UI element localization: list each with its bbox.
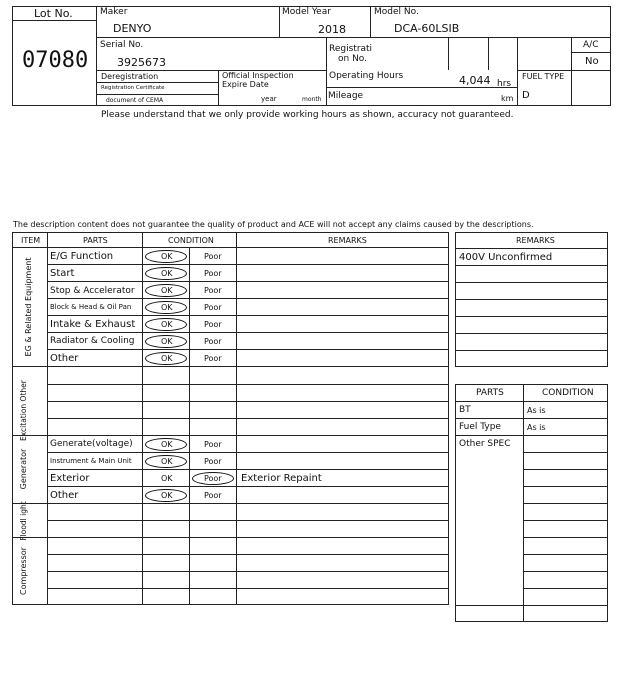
right-part-bt: BT (459, 405, 471, 415)
right-part-fuel-type: Fuel Type (459, 422, 501, 432)
right-remarks-header: REMARKS (516, 236, 555, 245)
registration-certificate-label: Registration Certificate (101, 85, 165, 91)
registration-label-2: on No. (338, 54, 368, 64)
model-year-label: Model Year (282, 7, 331, 17)
model-no-label: Model No. (374, 7, 419, 17)
right-parts-header: PARTS (476, 388, 504, 398)
condition-ok: OK (161, 303, 173, 312)
maker-label: Maker (100, 7, 128, 17)
condition-ok: OK (161, 354, 173, 363)
col-remarks-header: REMARKS (328, 236, 367, 245)
operating-hours-value: 4,044 (459, 74, 491, 87)
group-eg-label: EG & Related Equipment (24, 257, 33, 357)
km-label: km (501, 94, 514, 103)
condition-poor: Poor (204, 320, 222, 329)
ac-label: A/C (583, 40, 599, 50)
group-excitation-label: Excitation Other (19, 380, 28, 441)
model-year-value: 2018 (318, 23, 346, 36)
remark-exterior-repaint: Exterior Repaint (241, 473, 322, 484)
condition-poor: Poor (204, 286, 222, 295)
condition-ok: OK (161, 457, 173, 466)
deregistration-label: Deregistration (101, 72, 159, 81)
gen-row-generate-voltage: Generate(voltage) (50, 439, 133, 449)
model-no-value: DCA-60LSIB (394, 22, 460, 35)
serial-label: Serial No. (100, 40, 144, 50)
condition-poor: Poor (204, 440, 222, 449)
group-floodlight-label: Floodl ight (19, 501, 28, 541)
right-remarks-value: 400V Unconfirmed (459, 252, 553, 263)
hrs-label: hrs (497, 79, 512, 89)
condition-poor: Poor (204, 303, 222, 312)
fuel-type-label: FUEL TYPE (522, 72, 565, 81)
condition-ok: OK (161, 491, 173, 500)
col-item-header: ITEM (21, 236, 41, 245)
col-parts-header: PARTS (83, 236, 108, 245)
group-generator-label: Generator (19, 448, 28, 490)
inspection-label: Official Inspection (222, 71, 294, 80)
gen-row-other: Other (50, 490, 79, 501)
mileage-label: Mileage (328, 91, 364, 101)
lot-label: Lot No. (34, 7, 73, 20)
year-label: year (261, 95, 277, 103)
condition-poor: Poor (204, 252, 222, 261)
lot-value: 07080 (22, 48, 89, 73)
right-condition-header: CONDITION (542, 388, 594, 398)
eg-row-other: Other (50, 353, 79, 364)
gen-row-exterior: Exterior (50, 473, 90, 484)
condition-poor: Poor (204, 474, 222, 483)
condition-poor: Poor (204, 269, 222, 278)
eg-row-stop-accelerator: Stop & Accelerator (50, 286, 135, 296)
condition-ok: OK (161, 269, 173, 278)
right-condition-bt: As is (527, 406, 546, 415)
working-hours-note: Please understand that we only provide working hours as shown, accuracy not guaranteed. (101, 110, 514, 120)
col-condition-header: CONDITION (168, 236, 214, 245)
condition-ok: OK (161, 474, 173, 483)
condition-ok: OK (161, 286, 173, 295)
fuel-type-value: D (522, 90, 530, 101)
group-compressor-label: Compressor (19, 547, 28, 595)
inspection-label-2: Expire Date (222, 80, 269, 89)
condition-poor: Poor (204, 354, 222, 363)
condition-ok: OK (161, 320, 173, 329)
disclaimer: The description content does not guarantee the quality of product and ACE will not accept any claims caused by the descriptions. (13, 220, 534, 229)
eg-row-start: Start (50, 268, 75, 279)
condition-ok: OK (161, 252, 173, 261)
serial-value: 3925673 (117, 56, 166, 69)
gen-row-instrument-main-unit: Instrument & Main Unit (50, 457, 132, 465)
condition-poor: Poor (204, 337, 222, 346)
ac-value: No (585, 56, 599, 67)
condition-poor: Poor (204, 491, 222, 500)
right-condition-fuel-type: As is (527, 423, 546, 432)
month-label: month (302, 96, 322, 103)
condition-poor: Poor (204, 457, 222, 466)
operating-hours-label: Operating Hours (329, 71, 404, 81)
right-part-other-spec: Other SPEC (459, 439, 511, 449)
eg-row-block-head-oil-pan: Block & Head & Oil Pan (50, 303, 132, 311)
eg-row-eg-function: E/G Function (50, 251, 114, 262)
condition-ok: OK (161, 440, 173, 449)
eg-row-intake-exhaust: Intake & Exhaust (50, 319, 136, 330)
registration-label: Registrati (329, 44, 373, 54)
maker-value: DENYO (113, 22, 152, 35)
cema-document-label: document of CEMA (106, 97, 164, 104)
condition-ok: OK (161, 337, 173, 346)
eg-row-radiator-cooling: Radiator & Cooling (50, 336, 135, 346)
